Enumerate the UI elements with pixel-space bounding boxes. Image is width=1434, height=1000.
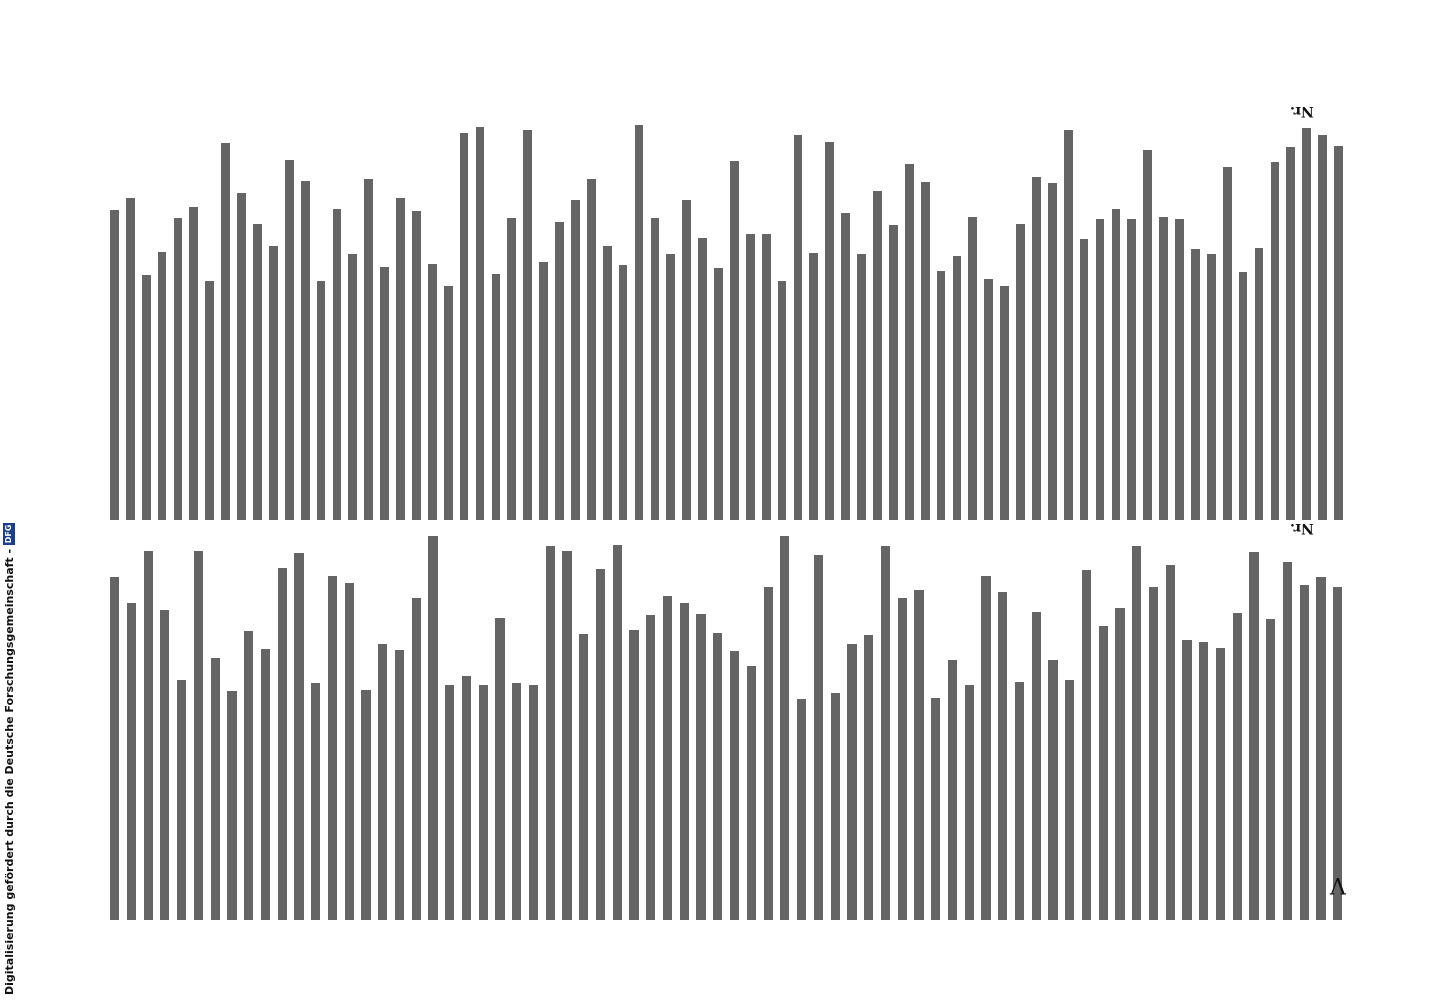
text-line xyxy=(778,281,787,520)
text-line xyxy=(174,218,183,520)
text-line xyxy=(1191,249,1200,520)
text-line xyxy=(965,685,974,920)
text-line xyxy=(931,698,940,920)
text-line xyxy=(562,551,571,920)
text-line xyxy=(629,630,638,920)
dfg-logo: DFG xyxy=(4,524,13,544)
text-line xyxy=(211,658,220,920)
page-number: V xyxy=(1330,872,1346,897)
column-header-lower: Nr. xyxy=(1290,520,1314,536)
text-line xyxy=(571,200,580,520)
text-line xyxy=(619,265,628,520)
text-line xyxy=(479,685,488,920)
text-line xyxy=(998,592,1007,920)
text-line xyxy=(1175,219,1184,520)
text-line xyxy=(762,234,771,520)
text-line xyxy=(512,683,521,920)
text-line xyxy=(285,160,294,520)
text-line xyxy=(495,618,504,920)
text-line xyxy=(889,225,898,520)
text-line xyxy=(1182,640,1191,920)
text-line xyxy=(539,262,548,520)
text-line xyxy=(635,125,644,520)
text-line xyxy=(189,207,198,520)
text-line xyxy=(1000,286,1009,520)
digitization-credit-text: Digitalisierung gefördert durch die Deutsche Forschungsgemeinschaft - xyxy=(2,548,16,995)
text-line xyxy=(1255,248,1264,520)
text-line xyxy=(194,551,203,920)
text-line xyxy=(1015,682,1024,920)
text-line xyxy=(1266,619,1275,920)
text-line xyxy=(651,218,660,520)
text-line xyxy=(328,576,337,920)
text-line xyxy=(953,256,962,520)
text-line xyxy=(984,279,993,520)
text-line xyxy=(395,650,404,920)
text-line xyxy=(445,685,454,920)
text-line xyxy=(278,568,287,920)
text-line xyxy=(348,254,357,520)
text-line xyxy=(898,598,907,920)
text-line xyxy=(1080,239,1089,520)
text-line xyxy=(1143,150,1152,520)
text-line xyxy=(361,690,370,920)
text-line xyxy=(682,200,691,520)
text-line xyxy=(364,179,373,520)
text-line xyxy=(126,198,135,520)
text-line xyxy=(1115,608,1124,920)
text-line xyxy=(1249,552,1258,920)
text-line xyxy=(1271,162,1280,520)
text-line xyxy=(261,649,270,920)
text-line xyxy=(158,252,167,520)
text-line xyxy=(269,246,278,520)
text-line xyxy=(646,615,655,920)
text-line xyxy=(937,271,946,520)
text-line xyxy=(663,596,672,920)
text-column-lower xyxy=(110,520,1350,920)
text-line xyxy=(914,590,923,920)
text-line xyxy=(746,234,755,520)
text-line xyxy=(1283,562,1292,920)
text-line xyxy=(1065,680,1074,920)
text-line xyxy=(476,127,485,520)
text-line xyxy=(177,680,186,920)
column-header-upper: Nr. xyxy=(1290,103,1314,119)
text-line xyxy=(747,666,756,920)
text-line xyxy=(730,161,739,520)
digitization-credit xyxy=(2,0,16,995)
text-line xyxy=(317,281,326,520)
text-line xyxy=(1216,648,1225,920)
text-line xyxy=(301,181,310,520)
text-line xyxy=(596,569,605,920)
text-line xyxy=(396,198,405,520)
text-line xyxy=(905,164,914,520)
text-line xyxy=(428,536,437,920)
text-line xyxy=(730,651,739,920)
text-line xyxy=(1127,219,1136,520)
text-line xyxy=(968,217,977,520)
text-line xyxy=(555,222,564,520)
text-line xyxy=(764,587,773,920)
text-line xyxy=(1334,146,1343,520)
text-line xyxy=(847,644,856,920)
text-line xyxy=(857,254,866,520)
text-line xyxy=(333,209,342,520)
text-line xyxy=(428,264,437,520)
text-line xyxy=(345,583,354,920)
text-line xyxy=(412,211,421,520)
text-line xyxy=(696,614,705,920)
text-line xyxy=(794,135,803,520)
text-line xyxy=(507,218,516,520)
text-line xyxy=(831,693,840,920)
text-line xyxy=(1048,183,1057,520)
text-line xyxy=(110,210,119,520)
text-line xyxy=(110,577,119,920)
text-line xyxy=(579,634,588,920)
text-line xyxy=(1300,585,1309,920)
text-line xyxy=(1302,128,1311,520)
text-line xyxy=(1149,587,1158,920)
text-line xyxy=(1316,577,1325,920)
text-line xyxy=(1223,167,1232,520)
text-line xyxy=(825,142,834,520)
text-line xyxy=(1096,219,1105,520)
text-line xyxy=(873,191,882,520)
text-line xyxy=(698,238,707,520)
text-line xyxy=(462,676,471,920)
text-line xyxy=(587,179,596,520)
text-line xyxy=(864,635,873,920)
text-line xyxy=(294,553,303,920)
text-line xyxy=(492,274,501,520)
text-line xyxy=(713,633,722,920)
text-line xyxy=(253,224,262,520)
text-line xyxy=(523,130,532,520)
text-line xyxy=(1333,587,1342,920)
text-line xyxy=(142,275,151,520)
text-line xyxy=(221,143,230,520)
text-line xyxy=(546,546,555,920)
scanned-text-area xyxy=(70,80,1340,950)
text-line xyxy=(1082,570,1091,920)
text-line xyxy=(809,253,818,520)
text-line xyxy=(1318,135,1327,520)
text-line xyxy=(1032,177,1041,520)
text-line xyxy=(127,603,136,920)
text-line xyxy=(1286,147,1295,520)
text-line xyxy=(160,610,169,920)
text-column-upper xyxy=(110,110,1350,520)
text-line xyxy=(205,281,214,520)
text-line xyxy=(1233,613,1242,920)
text-line xyxy=(380,267,389,520)
text-line xyxy=(841,213,850,520)
text-line xyxy=(1199,642,1208,920)
text-line xyxy=(144,551,153,920)
text-line xyxy=(1166,565,1175,920)
text-line xyxy=(921,182,930,520)
text-line xyxy=(227,691,236,920)
text-line xyxy=(881,546,890,920)
text-line xyxy=(603,246,612,520)
text-line xyxy=(460,133,469,520)
text-line xyxy=(1207,254,1216,520)
text-line xyxy=(613,545,622,920)
text-line xyxy=(666,254,675,520)
text-line xyxy=(1099,626,1108,920)
text-line xyxy=(1048,660,1057,920)
text-line xyxy=(1159,217,1168,520)
text-line xyxy=(244,631,253,920)
text-line xyxy=(780,536,789,920)
text-line xyxy=(1239,272,1248,520)
text-line xyxy=(1032,612,1041,920)
text-line xyxy=(1112,209,1121,520)
text-line xyxy=(714,268,723,520)
text-line xyxy=(412,598,421,920)
text-line xyxy=(1064,130,1073,520)
text-line xyxy=(237,193,246,520)
text-line xyxy=(948,660,957,920)
text-line xyxy=(378,644,387,920)
text-line xyxy=(680,603,689,920)
text-line xyxy=(814,555,823,920)
text-line xyxy=(1132,546,1141,920)
text-line xyxy=(529,685,538,920)
text-line xyxy=(981,576,990,920)
text-line xyxy=(444,286,453,520)
text-line xyxy=(1016,224,1025,520)
text-line xyxy=(797,699,806,920)
text-line xyxy=(311,683,320,920)
